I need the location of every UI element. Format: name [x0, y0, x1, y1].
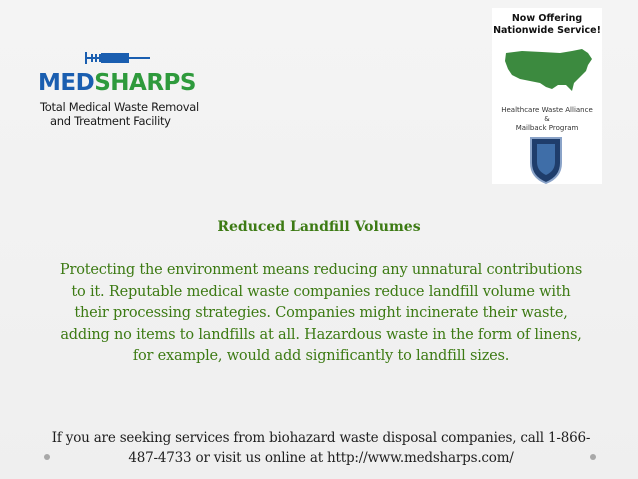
logo-tagline — [40, 100, 220, 128]
ad-alliance-line-3: Mailback Program — [515, 124, 579, 132]
ad-headline — [492, 13, 602, 37]
tagline-line-1: Total Medical Waste Removal — [40, 100, 199, 114]
usa-map-icon — [502, 45, 596, 95]
shield-badge-icon — [528, 135, 564, 185]
ad-alliance-line-2: & — [544, 115, 550, 123]
ad-alliance-text — [492, 106, 602, 133]
ad-headline-line-2: Nationwide Service! — [493, 25, 601, 36]
medsharps-logo — [38, 44, 198, 130]
tagline-line-2: and Treatment Facility — [50, 114, 171, 128]
ad-alliance-line-1: Healthcare Waste Alliance — [501, 106, 593, 114]
contact-footer: If you are seeking services from biohazard waste disposal companies, call 1-866-487-4733 or visit us online at http://www.medsharps.com/ — [51, 430, 591, 466]
slide-heading: Reduced Landfill Volumes — [217, 219, 421, 235]
ad-headline-line-1: Now Offering — [511, 13, 583, 24]
slide-body-text: Protecting the environment means reducing any unnatural contributions to it. Reputable medical waste companies reduce landfill volume with their processing strategies. Companies might incinerate their waste, adding no items to landfills at all. Hazardous waste in the form of linens, for example, would add significantly to landfill sizes. — [59, 262, 583, 364]
logo-wordmark: MEDSHARPS — [38, 70, 196, 96]
nationwide-service-ad — [492, 8, 602, 184]
bullet-dot-left — [44, 454, 50, 460]
bullet-dot-right — [590, 454, 596, 460]
